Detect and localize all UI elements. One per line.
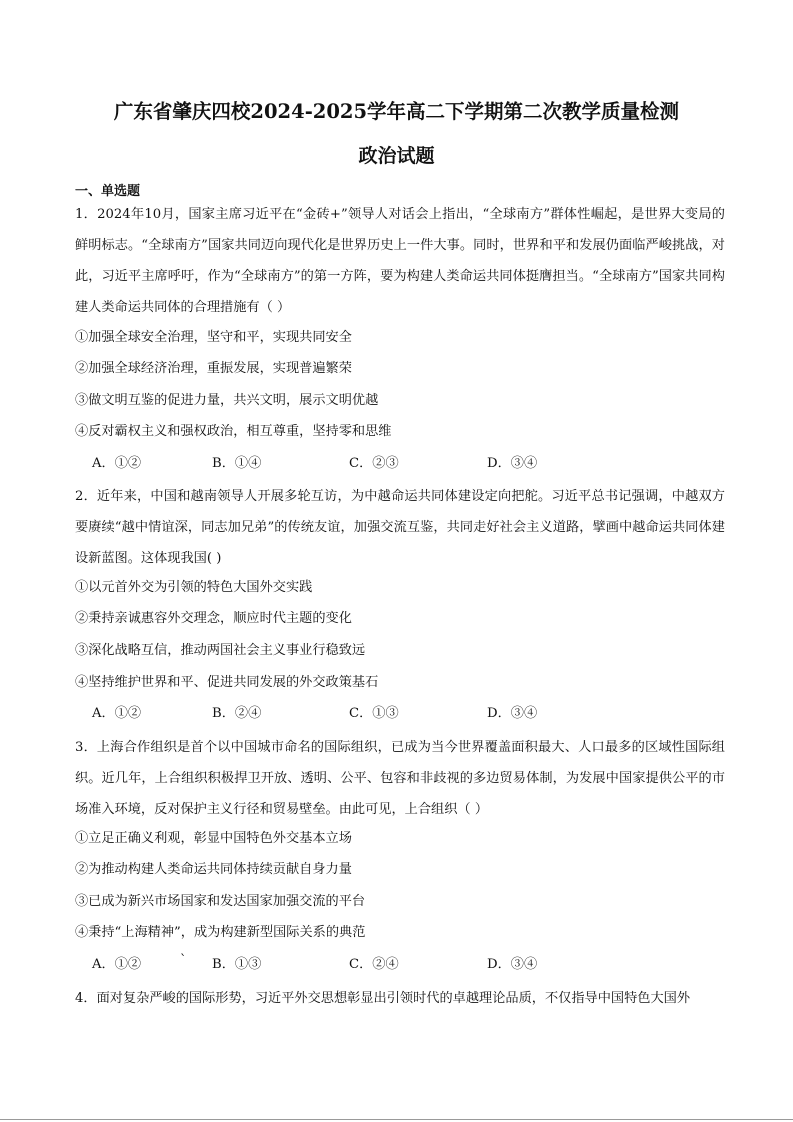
question-2-option-d: D．③④ [487, 706, 538, 721]
question-2-statement-2: ②秉持亲诚惠容外交理念，顺应时代主题的变化 [75, 611, 352, 626]
question-1-option-a: A．①② [92, 456, 142, 471]
question-2-option-b: B．②④ [212, 706, 262, 721]
question-1-statement-4: ④反对霸权主义和强权政治，相互尊重，坚持零和思维 [75, 424, 392, 439]
question-2-statement-3: ③深化战略互信，推动两国社会主义事业行稳致远 [75, 643, 366, 658]
question-1-option-c: C．②③ [349, 456, 399, 471]
question-1-statement-3: ③做文明互鉴的促进力量，共兴文明，展示文明优越 [75, 393, 379, 408]
question-3-statement-4: ④秉持“上海精神”，成为构建新型国际关系的典范 [75, 925, 366, 940]
question-3-option-d: D．③④ [487, 957, 538, 972]
question-1-statement-2: ②加强全球经济治理，重振发展，实现普遍繁荣 [75, 361, 352, 376]
question-3-stem: 3．上海合作组织是首个以中国城市命名的国际组织，已成为当今世界覆盖面积最大、人口最多的区域性国际组织。近几年，上合组织积极捍卫开放、透明、公平、包容和非歧视的多边贸易体制，为发展中国家提供公平的市场准入环境，反对保护主义行径和贸易壁垒。由此可见，上合组织（ ） [75, 740, 725, 817]
question-2-statement-1: ①以元首外交为引领的特色大国外交实践 [75, 580, 313, 595]
question-2-option-c: C．①③ [349, 706, 399, 721]
question-3-statement-1: ①立足正确义利观，彰显中国特色外交基本立场 [75, 831, 352, 846]
question-2-stem: 2．近年来，中国和越南领导人开展多轮互访，为中越命运共同体建设定向把舵。习近平总书记强调，中越双方要赓续“越中情谊深，同志加兄弟”的传统友谊，加强交流互鉴，共同走好社会主义道路，擘画中越命运共同体建设新蓝图。这体现我国( ) [75, 489, 725, 566]
question-1-option-d: D．③④ [487, 456, 538, 471]
page-bottom-rule [0, 1119, 793, 1120]
question-1-statement-1: ①加强全球安全治理，坚守和平，实现共同安全 [75, 330, 352, 345]
document-title: 广东省肇庆四校2024-2025学年高二下学期第二次教学质量检测 [113, 100, 680, 123]
section-heading: 一、单选题 [75, 184, 141, 199]
question-3-option-c: C．②④ [349, 957, 399, 972]
question-3-option-a: A．①② [92, 957, 142, 972]
question-3-option-b: B．①③ [212, 957, 262, 972]
question-3-statement-2: ②为推动构建人类命运共同体持续贡献自身力量 [75, 862, 352, 877]
question-4-stem: 4．面对复杂严峻的国际形势，习近平外交思想彰显出引领时代的卓越理论品质，不仅指导中国特色大国外 [75, 991, 691, 1006]
stray-mark: ` [180, 953, 187, 968]
question-2-statement-4: ④坚持维护世界和平、促进共同发展的外交政策基石 [75, 675, 379, 690]
question-1-option-b: B．①④ [212, 456, 262, 471]
question-2-option-a: A．①② [92, 706, 142, 721]
question-1-stem: 1．2024年10月，国家主席习近平在“金砖+”领导人对话会上指出，“全球南方”群体性崛起，是世界大变局的鲜明标志。“全球南方”国家共同迈向现代化是世界历史上一件大事。同时，世界和平和发展仍面临严峻挑战，对此，习近平主席呼吁，作为“全球南方”的第一方阵，要为构建人类命运共同体挺膺担当。“全球南方”国家共同构建人类命运共同体的合理措施有（ ） [75, 207, 725, 315]
document-subtitle: 政治试题 [358, 145, 435, 167]
question-3-statement-3: ③已成为新兴市场国家和发达国家加强交流的平台 [75, 894, 366, 909]
